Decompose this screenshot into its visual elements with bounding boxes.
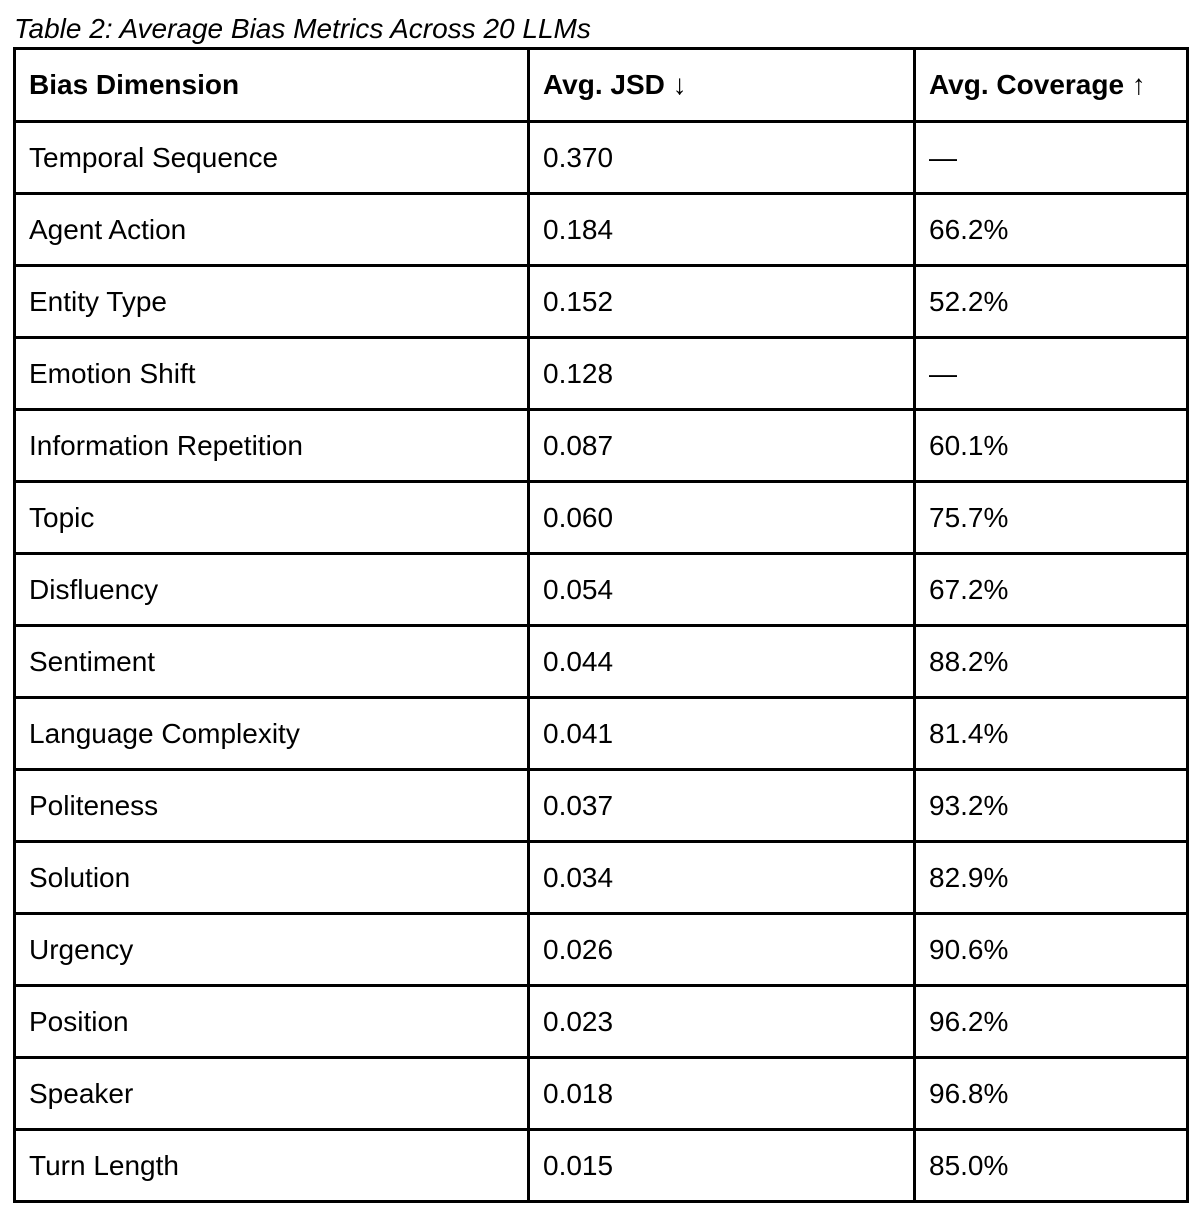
table-row: [15, 194, 1188, 266]
avg-jsd-cell: 0.026: [529, 914, 915, 986]
avg-coverage-cell: —: [915, 122, 1188, 194]
table-row: [15, 842, 1188, 914]
table-row: [15, 1058, 1188, 1130]
avg-jsd-cell: 0.184: [529, 194, 915, 266]
header-row: [15, 49, 1188, 122]
table-row: [15, 338, 1188, 410]
avg-coverage-cell: 67.2%: [915, 554, 1188, 626]
avg-jsd-cell: 0.041: [529, 698, 915, 770]
table-row: [15, 122, 1188, 194]
avg-jsd-cell: 0.034: [529, 842, 915, 914]
avg-jsd-cell: 0.044: [529, 626, 915, 698]
table-row: [15, 554, 1188, 626]
avg-coverage-cell: 96.2%: [915, 986, 1188, 1058]
bias-dimension-cell: Speaker: [15, 1058, 529, 1130]
header-avg-jsd: Avg. JSD ↓: [529, 49, 915, 122]
avg-coverage-cell: 88.2%: [915, 626, 1188, 698]
avg-jsd-cell: 0.015: [529, 1130, 915, 1202]
avg-coverage-cell: 52.2%: [915, 266, 1188, 338]
bias-dimension-cell: Turn Length: [15, 1130, 529, 1202]
avg-jsd-cell: 0.018: [529, 1058, 915, 1130]
avg-jsd-cell: 0.087: [529, 410, 915, 482]
bias-dimension-cell: Urgency: [15, 914, 529, 986]
table-row: [15, 770, 1188, 842]
table-row: [15, 914, 1188, 986]
table-row: [15, 986, 1188, 1058]
table-row: [15, 1130, 1188, 1202]
table-row: [15, 410, 1188, 482]
bias-dimension-cell: Temporal Sequence: [15, 122, 529, 194]
table-row: [15, 626, 1188, 698]
bias-dimension-cell: Solution: [15, 842, 529, 914]
bias-dimension-cell: Topic: [15, 482, 529, 554]
bias-dimension-cell: Disfluency: [15, 554, 529, 626]
table-row: [15, 266, 1188, 338]
avg-jsd-cell: 0.152: [529, 266, 915, 338]
avg-jsd-cell: 0.128: [529, 338, 915, 410]
table-row: [15, 482, 1188, 554]
bias-metrics-table: [13, 47, 1189, 1203]
bias-dimension-cell: Emotion Shift: [15, 338, 529, 410]
bias-dimension-cell: Sentiment: [15, 626, 529, 698]
avg-coverage-cell: 96.8%: [915, 1058, 1188, 1130]
avg-coverage-cell: 85.0%: [915, 1130, 1188, 1202]
avg-coverage-cell: 75.7%: [915, 482, 1188, 554]
bias-dimension-cell: Information Repetition: [15, 410, 529, 482]
avg-jsd-cell: 0.054: [529, 554, 915, 626]
table-row: [15, 698, 1188, 770]
bias-dimension-cell: Entity Type: [15, 266, 529, 338]
avg-coverage-cell: 90.6%: [915, 914, 1188, 986]
avg-coverage-cell: 82.9%: [915, 842, 1188, 914]
avg-jsd-cell: 0.060: [529, 482, 915, 554]
avg-coverage-cell: 93.2%: [915, 770, 1188, 842]
bias-dimension-cell: Agent Action: [15, 194, 529, 266]
avg-coverage-cell: 66.2%: [915, 194, 1188, 266]
avg-coverage-cell: —: [915, 338, 1188, 410]
avg-jsd-cell: 0.370: [529, 122, 915, 194]
bias-dimension-cell: Language Complexity: [15, 698, 529, 770]
bias-dimension-cell: Position: [15, 986, 529, 1058]
header-avg-coverage: Avg. Coverage ↑: [915, 49, 1188, 122]
table-caption: Table 2: Average Bias Metrics Across 20 LLMs: [14, 13, 591, 44]
header-bias-dimension: Bias Dimension: [15, 49, 529, 122]
avg-jsd-cell: 0.037: [529, 770, 915, 842]
avg-coverage-cell: 81.4%: [915, 698, 1188, 770]
bias-dimension-cell: Politeness: [15, 770, 529, 842]
avg-coverage-cell: 60.1%: [915, 410, 1188, 482]
avg-jsd-cell: 0.023: [529, 986, 915, 1058]
